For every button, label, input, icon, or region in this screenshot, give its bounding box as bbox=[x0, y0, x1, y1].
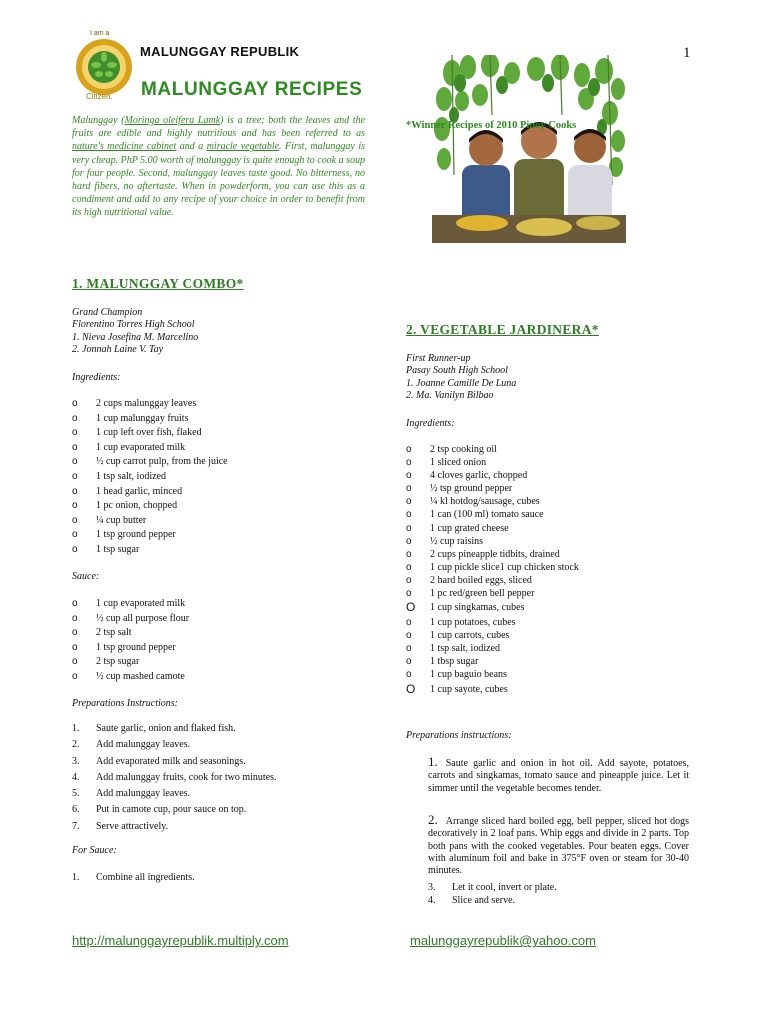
school: Florentino Torres High School bbox=[72, 319, 195, 331]
list-item: 1. Combine all ingredients. bbox=[72, 872, 195, 883]
list-item: o 1 can (100 ml) tomato sauce bbox=[406, 509, 544, 521]
recipe-1-ingredients-list bbox=[72, 397, 228, 558]
list-item: O 1 cup singkamas, cubes bbox=[406, 600, 525, 615]
list-item: o 2 tsp salt bbox=[72, 627, 132, 639]
recipe-1-title: 1. MALUNGGAY COMBO* bbox=[72, 276, 244, 291]
list-item: o ½ cup raisins bbox=[406, 535, 484, 547]
recipe-2-ingredients-list bbox=[406, 443, 579, 698]
list-item: 6. Put in camote cup, pour sauce on top. bbox=[72, 804, 247, 816]
list-item: o 1 sliced onion bbox=[406, 457, 487, 469]
school: Pasay South High School bbox=[406, 365, 508, 377]
recipe-1-ingredients-label: Ingredients: bbox=[72, 372, 121, 383]
list-item: o 1 tsp sugar bbox=[72, 543, 140, 555]
list-item: o ½ cup mashed camote bbox=[72, 670, 185, 682]
recipe-1-for-sauce-list bbox=[72, 870, 195, 886]
award: First Runner-up bbox=[406, 353, 471, 364]
list-item: o 1 head garlic, minced bbox=[72, 485, 183, 497]
recipe-2-prep-steps bbox=[428, 882, 689, 908]
list-item: o 1 tsp salt, iodized bbox=[406, 642, 500, 654]
award: Grand Champion bbox=[72, 307, 143, 318]
email-link[interactable]: malunggayrepublik@yahoo.com bbox=[410, 933, 596, 948]
website-link[interactable]: http://malunggayrepublik.multiply.com bbox=[72, 933, 289, 948]
children-photo bbox=[432, 55, 626, 243]
list-item: o 1 tsp ground pepper bbox=[72, 641, 176, 653]
list-item: o 1 cup grated cheese bbox=[406, 522, 509, 534]
winner-note: *Winner Recipes of 2010 Pinoy Cooks bbox=[406, 120, 577, 131]
recipe-1-sauce-list bbox=[72, 597, 189, 685]
list-item: o 2 cups malunggay leaves bbox=[72, 398, 197, 409]
list-item: 2. Arrange sliced hard boiled egg, bell pepper, sliced hot dogs decoratively in 2 loaf pans. Whip eggs and divide in 2 parts. Top both pans with the cooked vegetables. Pour beaten eggs. Cover with aluminum foil and bake in 375°F oven or steam for 30-40 minutes. bbox=[428, 812, 689, 877]
recipe-1-credits bbox=[72, 307, 198, 357]
list-item: 3. Let it cool, invert or plate. bbox=[428, 882, 557, 893]
list-item: o 1 cup left over fish, flaked bbox=[72, 427, 202, 439]
recipe-2-title: 2. VEGETABLE JARDINERA* bbox=[406, 322, 599, 337]
page-title: MALUNGGAY RECIPES bbox=[141, 79, 363, 100]
list-item: o ½ cup all purpose flour bbox=[72, 612, 190, 624]
list-item: o 2 tsp sugar bbox=[72, 656, 140, 668]
list-item: o 1 pc onion, chopped bbox=[72, 500, 178, 512]
list-item: 2. Add malunggay leaves. bbox=[72, 739, 191, 751]
recipe-1-prep-label: Preparations Instructions: bbox=[72, 698, 179, 709]
list-item: 7. Serve attractively. bbox=[72, 820, 169, 832]
list-item: 1. Saute garlic, onion and flaked fish. bbox=[72, 723, 236, 734]
recipe-1-prep-list bbox=[72, 721, 277, 835]
list-item: o 1 cup malunggay fruits bbox=[72, 412, 189, 424]
recipe-1-sauce-label: Sauce: bbox=[72, 571, 100, 582]
page-number: 1 bbox=[683, 45, 691, 61]
list-item: o 4 cloves garlic, chopped bbox=[406, 470, 528, 482]
list-item: o 1 pc red/green bell pepper bbox=[406, 588, 535, 600]
author: 2. Ma. Vanilyn Bilbao bbox=[406, 390, 494, 402]
list-item: o ½ cup carrot pulp, from the juice bbox=[72, 456, 228, 468]
recipe-2-ingredients-label: Ingredients: bbox=[406, 418, 455, 429]
list-item: o 1 tsp salt, iodized bbox=[72, 470, 166, 482]
list-item: o 1 cup evaporated milk bbox=[72, 598, 186, 609]
logo bbox=[74, 33, 136, 101]
author: 2. Jonnah Laine V. Tay bbox=[72, 344, 164, 356]
recipe-2-prep-steps bbox=[428, 756, 689, 795]
list-item: o 2 tsp cooking oil bbox=[406, 444, 497, 455]
author: 1. Joanne Camille De Luna bbox=[406, 377, 517, 389]
list-item: o 1 cup potatoes, cubes bbox=[406, 616, 516, 628]
logo-top-text: I am a bbox=[90, 30, 110, 37]
list-item: 3. Add evaporated milk and seasonings. bbox=[72, 755, 246, 767]
list-item: 4. Slice and serve. bbox=[428, 894, 516, 906]
recipe-1-for-sauce-label: For Sauce: bbox=[72, 845, 117, 856]
list-item: o 1 cup baguio beans bbox=[406, 669, 507, 680]
list-item: 5. Add malunggay leaves. bbox=[72, 788, 191, 800]
recipe-2-credits bbox=[406, 353, 516, 403]
list-item: O 1 cup sayote, cubes bbox=[406, 682, 508, 697]
author: 1. Nieva Josefina M. Marcelino bbox=[72, 331, 199, 343]
list-item: 4. Add malunggay fruits, cook for two minutes. bbox=[72, 771, 277, 783]
list-item: o 1 cup evaporated milk bbox=[72, 441, 186, 453]
list-item: o ¼ kl hotdog/sausage, cubes bbox=[406, 496, 540, 508]
list-item: o ½ tsp ground pepper bbox=[406, 483, 513, 495]
list-item: o 1 cup pickle slice1 cup chicken stock bbox=[406, 561, 579, 573]
list-item: o 1 tbsp sugar bbox=[406, 655, 479, 667]
list-item: 1. Saute garlic and onion in hot oil. Add sayote, potatoes, carrots and singkamas, tomato sauce and pineapple juice. Let it simmer until the vegetable becomes tender. bbox=[428, 754, 689, 794]
list-item: o 1 cup carrots, cubes bbox=[406, 629, 510, 641]
logo-bottom-text: Citizen. bbox=[86, 92, 113, 101]
list-item: o 2 hard boiled eggs, sliced bbox=[406, 574, 532, 586]
list-item: o ¼ cup butter bbox=[72, 514, 147, 526]
brand-name: MALUNGGAY REPUBLIK bbox=[140, 44, 300, 59]
list-item: o 2 cups pineapple tidbits, drained bbox=[406, 548, 560, 560]
recipe-2-prep-steps bbox=[428, 814, 689, 877]
list-item: o 1 tsp ground pepper bbox=[72, 529, 176, 541]
intro-paragraph: Malunggay (Moringa oleifera Lamk) is a tree; both the leaves and the fruits are edible and highly nutritious and has been referred to as nature's medicine cabinet and a miracle vegetable. First, malunggay is very cheap. PhP 5.00 worth of malunggay is quite enough to cook a soup for four people. Second, malunggay leaves taste good. No bitterness, no hard fibers, no aftertaste. When in powderform, you can use this as a condiment and add to any recipe of your choice in order to benefit from its high nutritional value. bbox=[72, 115, 366, 219]
recipe-2-prep-label: Preparations instructions: bbox=[406, 730, 512, 741]
